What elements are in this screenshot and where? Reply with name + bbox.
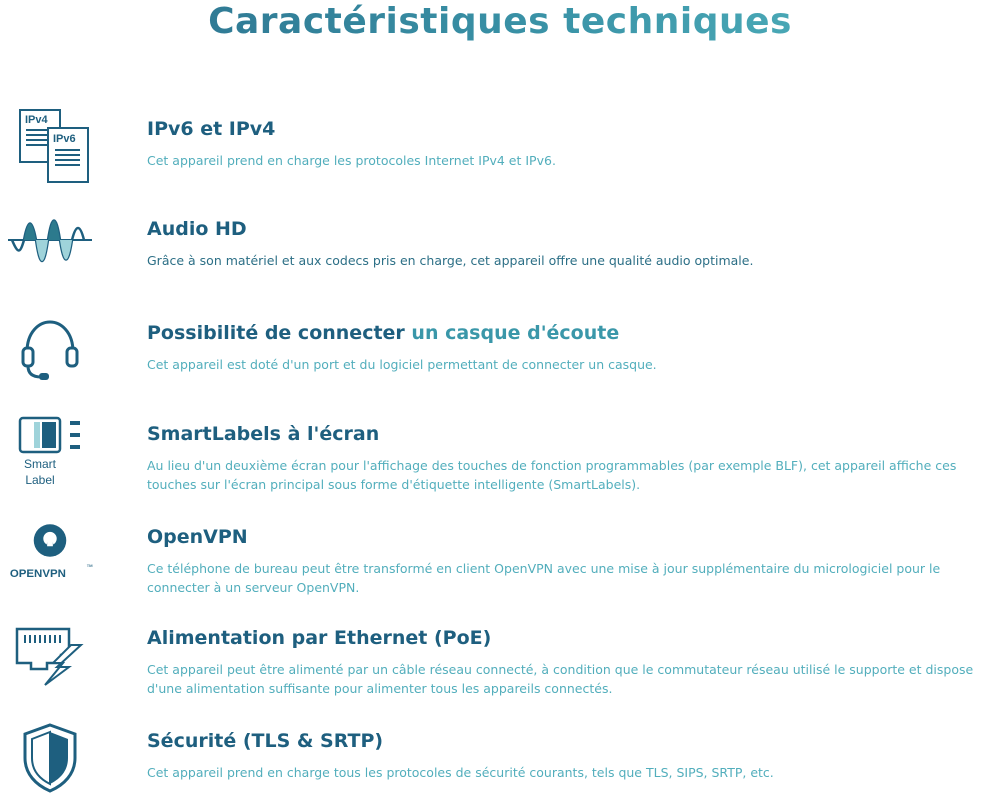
feature-title: OpenVPN	[147, 526, 248, 548]
headset-icon	[6, 314, 94, 384]
openvpn-icon	[6, 520, 94, 584]
page-title: Caractéristiques techniques	[0, 0, 1000, 44]
smart-label-icon	[6, 415, 94, 493]
feature-title: Alimentation par Ethernet (PoE)	[147, 627, 492, 649]
feature-description: Cet appareil prend en charge les protocoles Internet IPv4 et IPv6.	[147, 153, 556, 168]
ipv4-icon-label: IPv4	[25, 114, 48, 126]
feature-description: Grâce à son matériel et aux codecs pris en charge, cet appareil offre une qualité audio optimale.	[147, 253, 754, 268]
feature-title	[147, 320, 619, 346]
feature-title-main: Possibilité de connecter	[147, 322, 405, 344]
openvpn-trademark: ™	[86, 564, 94, 572]
feature-title-highlight: un casque d'écoute	[404, 322, 620, 344]
feature-description: Au lieu d'un deuxième écran pour l'affichage des touches de fonction programmables (par exemple BLF), cet appareil affiche ces touches sur l'écran principal sous forme d'étiquette intelligente (SmartLabels).	[147, 458, 957, 492]
poe-ethernet-icon	[6, 625, 94, 687]
feature-title: Sécurité (TLS & SRTP)	[147, 730, 384, 752]
security-shield-icon	[6, 722, 94, 794]
feature-title: SmartLabels à l'écran	[147, 423, 380, 445]
feature-description: Ce téléphone de bureau peut être transformé en client OpenVPN avec une mise à jour supplémentaire du micrologiciel pour le connecter à un serveur OpenVPN.	[147, 561, 941, 595]
ipv6-icon-label: IPv6	[53, 133, 76, 145]
feature-description: Cet appareil prend en charge tous les protocoles de sécurité courants, tels que TLS, SIPS, SRTP, etc.	[147, 765, 774, 780]
ipv4-ipv6-documents-icon	[6, 108, 94, 184]
feature-title: Audio HD	[147, 218, 247, 240]
feature-title: IPv6 et IPv4	[147, 118, 276, 140]
feature-description: Cet appareil est doté d'un port et du logiciel permettant de connecter un casque.	[147, 357, 657, 372]
audio-waveform-icon	[6, 210, 94, 276]
feature-description: Cet appareil peut être alimenté par un câble réseau connecté, à condition que le commutateur réseau utilisé le supporte et dispose d'une alimentation suffisante pour alimenter tous les appareils connectés.	[147, 662, 974, 696]
smart-label-caption-line2: Label	[25, 473, 55, 487]
smart-label-caption-line1: Smart	[23, 457, 57, 471]
openvpn-wordmark: OPENVPN	[9, 567, 66, 580]
